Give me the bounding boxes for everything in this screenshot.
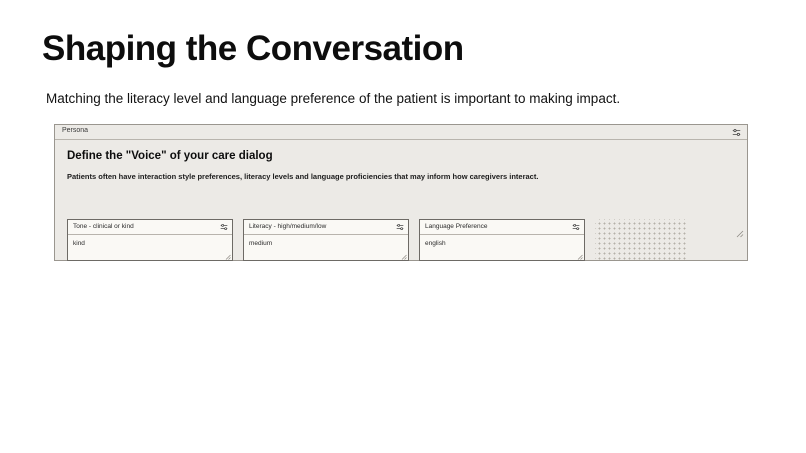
page-title: Shaping the Conversation xyxy=(42,29,464,68)
page-subtitle: Matching the literacy level and language preference of the patient is important to making impact. xyxy=(46,91,621,106)
persona-panel xyxy=(54,124,748,261)
persona-heading: Define the "Voice" of your care dialog xyxy=(67,150,273,162)
persona-description: Patients often have interaction style preferences, literacy levels and language proficiencies that may inform how caregivers interact. xyxy=(67,172,539,181)
field-value[interactable]: english xyxy=(425,240,446,247)
resize-corner-icon[interactable] xyxy=(401,254,407,260)
resize-corner-icon[interactable] xyxy=(225,254,231,260)
sliders-icon[interactable] xyxy=(396,223,404,231)
persona-panel-title: Persona xyxy=(62,127,89,134)
persona-panel-header xyxy=(55,125,747,140)
sliders-icon[interactable] xyxy=(732,128,741,137)
field-value[interactable]: kind xyxy=(73,240,85,247)
field-card-header xyxy=(420,220,584,235)
sliders-icon[interactable] xyxy=(220,223,228,231)
persona-panel-body xyxy=(55,140,747,247)
field-card-tone[interactable] xyxy=(67,219,233,261)
field-card-header xyxy=(68,220,232,235)
field-value[interactable]: medium xyxy=(249,240,273,247)
field-label: Tone - clinical or kind xyxy=(73,222,134,230)
persona-fields-row xyxy=(67,219,687,261)
field-card-language-preference[interactable] xyxy=(419,219,585,261)
empty-dotted-slot[interactable] xyxy=(595,219,687,261)
field-label: Language Preference xyxy=(425,222,488,230)
sliders-icon[interactable] xyxy=(572,223,580,231)
field-label: Literacy - high/medium/low xyxy=(249,222,327,230)
resize-corner-icon[interactable] xyxy=(736,230,744,238)
resize-corner-icon[interactable] xyxy=(577,254,583,260)
field-card-literacy[interactable] xyxy=(243,219,409,261)
field-card-header xyxy=(244,220,408,235)
